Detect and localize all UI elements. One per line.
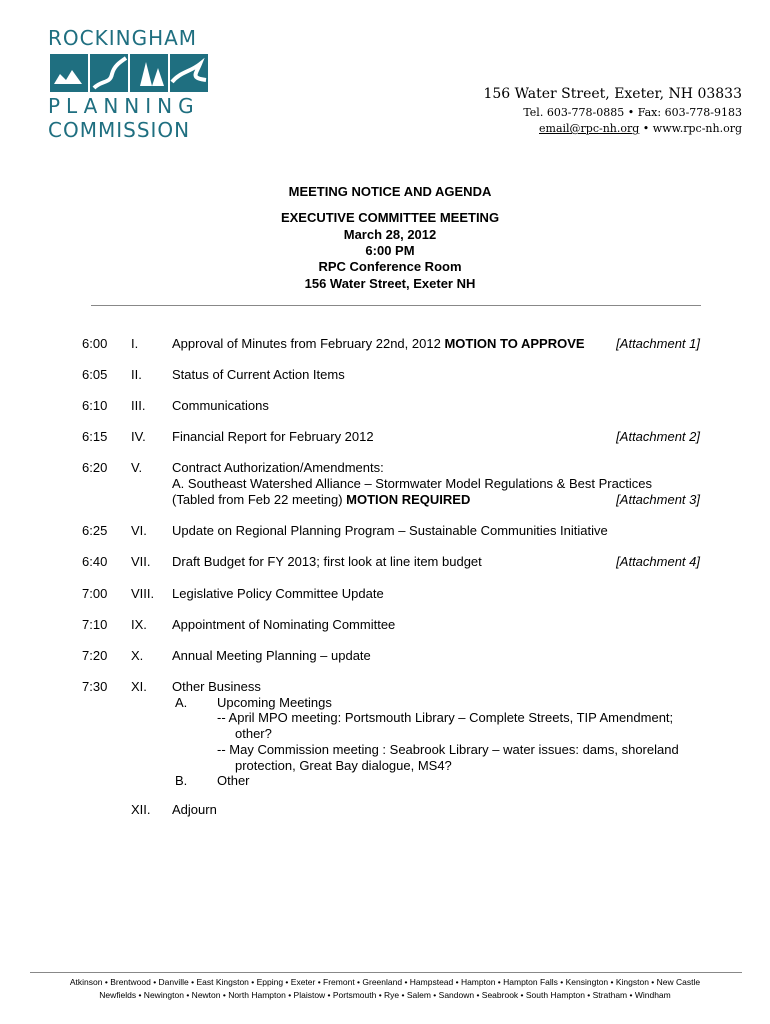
footer-towns-line2: Newfields • Newington • Newton • North Hampton • Plaistow • Portsmouth • Rye • Salem • Sandown • Seabrook • South Hampton • Stratham • Windham (99, 990, 671, 1000)
agenda-num: V. (131, 460, 143, 475)
org-phone-fax: Tel. 603-778-0885 • Fax: 603-778-9183 (523, 106, 742, 119)
agenda-num: VI. (131, 523, 147, 538)
agenda-subitem (172, 492, 470, 507)
agenda-time: 6:10 (82, 398, 108, 413)
agenda-time: 7:20 (82, 648, 108, 663)
agenda-time: 6:00 (82, 336, 108, 351)
agenda-text: Approval of Minutes from February 22nd, 2012 (172, 336, 445, 351)
agenda-text: Legislative Policy Committee Update (172, 586, 384, 601)
agenda-text: Appointment of Nominating Committee (172, 617, 396, 632)
agenda-num: X. (131, 648, 144, 663)
meeting-address: 156 Water Street, Exeter NH (304, 276, 476, 291)
agenda-text: Financial Report for February 2012 (172, 429, 374, 444)
footer-divider (30, 972, 742, 973)
org-name-line3: COMMISSION (48, 118, 191, 142)
agenda-item (172, 336, 585, 351)
web-link[interactable]: • www.rpc-nh.org (639, 122, 742, 135)
agenda-text: Annual Meeting Planning – update (172, 648, 371, 663)
agenda-text: Draft Budget for FY 2013; first look at line item budget (172, 554, 482, 569)
agenda-time: 6:25 (82, 523, 108, 538)
org-name-line2: PLANNING (48, 94, 200, 118)
agenda-time: 6:20 (82, 460, 108, 475)
agenda-attachment: [Attachment 4] (616, 554, 700, 569)
agenda-num: VII. (131, 554, 151, 569)
agenda-time: 7:00 (82, 586, 108, 601)
agenda-num: III. (131, 398, 146, 413)
agenda-subitem-label: A. (175, 695, 188, 710)
divider (91, 305, 701, 306)
footer-towns-line1: Atkinson • Brentwood • Danville • East Kingston • Epping • Exeter • Fremont • Greenland • Hampstead • Hampton • Hampton Falls • Kensington • Kingston • New Castle (69, 977, 701, 987)
agenda-num: VIII. (131, 586, 155, 601)
agenda-num: IV. (131, 429, 146, 444)
org-email-web (539, 122, 742, 135)
agenda-text: Adjourn (172, 802, 217, 817)
notice-title: MEETING NOTICE AND AGENDA (288, 184, 492, 199)
agenda-motion: MOTION REQUIRED (346, 492, 471, 507)
org-address: 156 Water Street, Exeter, NH 03833 (483, 86, 742, 102)
agenda-subitem: Upcoming Meetings (217, 695, 332, 710)
agenda-num: XII. (131, 802, 151, 817)
org-name-line1: ROCKINGHAM (48, 26, 198, 50)
agenda-num: I. (131, 336, 139, 351)
meeting-time: 6:00 PM (365, 243, 415, 258)
agenda-text: Communications (172, 398, 269, 413)
agenda-num: IX. (131, 617, 147, 632)
meeting-room: RPC Conference Room (318, 259, 462, 274)
agenda-num: XI. (131, 679, 147, 694)
agenda-text: Other Business (172, 679, 261, 694)
agenda-motion: MOTION TO APPROVE (444, 336, 585, 351)
agenda-subitem: A. Southeast Watershed Alliance – Stormwater Model Regulations & Best Practices (172, 476, 653, 491)
agenda-subitem-label: B. (175, 773, 188, 788)
agenda-attachment: [Attachment 1] (616, 336, 700, 351)
agenda-subline: -- May Commission meeting : Seabrook Library – water issues: dams, shoreland (217, 742, 679, 757)
agenda-text: Contract Authorization/Amendments: (172, 460, 384, 475)
agenda-subline: -- April MPO meeting: Portsmouth Library – Complete Streets, TIP Amendment; (217, 710, 674, 725)
agenda-text: Update on Regional Planning Program – Sustainable Communities Initiative (172, 523, 608, 538)
agenda-subline: other? (235, 726, 272, 741)
agenda-time: 7:10 (82, 617, 108, 632)
meeting-date: March 28, 2012 (343, 227, 437, 242)
email-link[interactable]: email@rpc-nh.org (539, 122, 640, 135)
agenda-time: 6:15 (82, 429, 108, 444)
agenda-time: 7:30 (82, 679, 108, 694)
org-logo-icon (50, 54, 210, 92)
agenda-text: (Tabled from Feb 22 meeting) (172, 492, 347, 507)
agenda-time: 6:05 (82, 367, 108, 382)
agenda-attachment: [Attachment 3] (616, 492, 700, 507)
agenda-time: 6:40 (82, 554, 108, 569)
agenda-subline: protection, Great Bay dialogue, MS4? (235, 758, 452, 773)
meeting-name: EXECUTIVE COMMITTEE MEETING (280, 210, 500, 225)
agenda-num: II. (131, 367, 142, 382)
agenda-subitem: Other (217, 773, 250, 788)
agenda-text: Status of Current Action Items (172, 367, 345, 382)
agenda-attachment: [Attachment 2] (616, 429, 700, 444)
